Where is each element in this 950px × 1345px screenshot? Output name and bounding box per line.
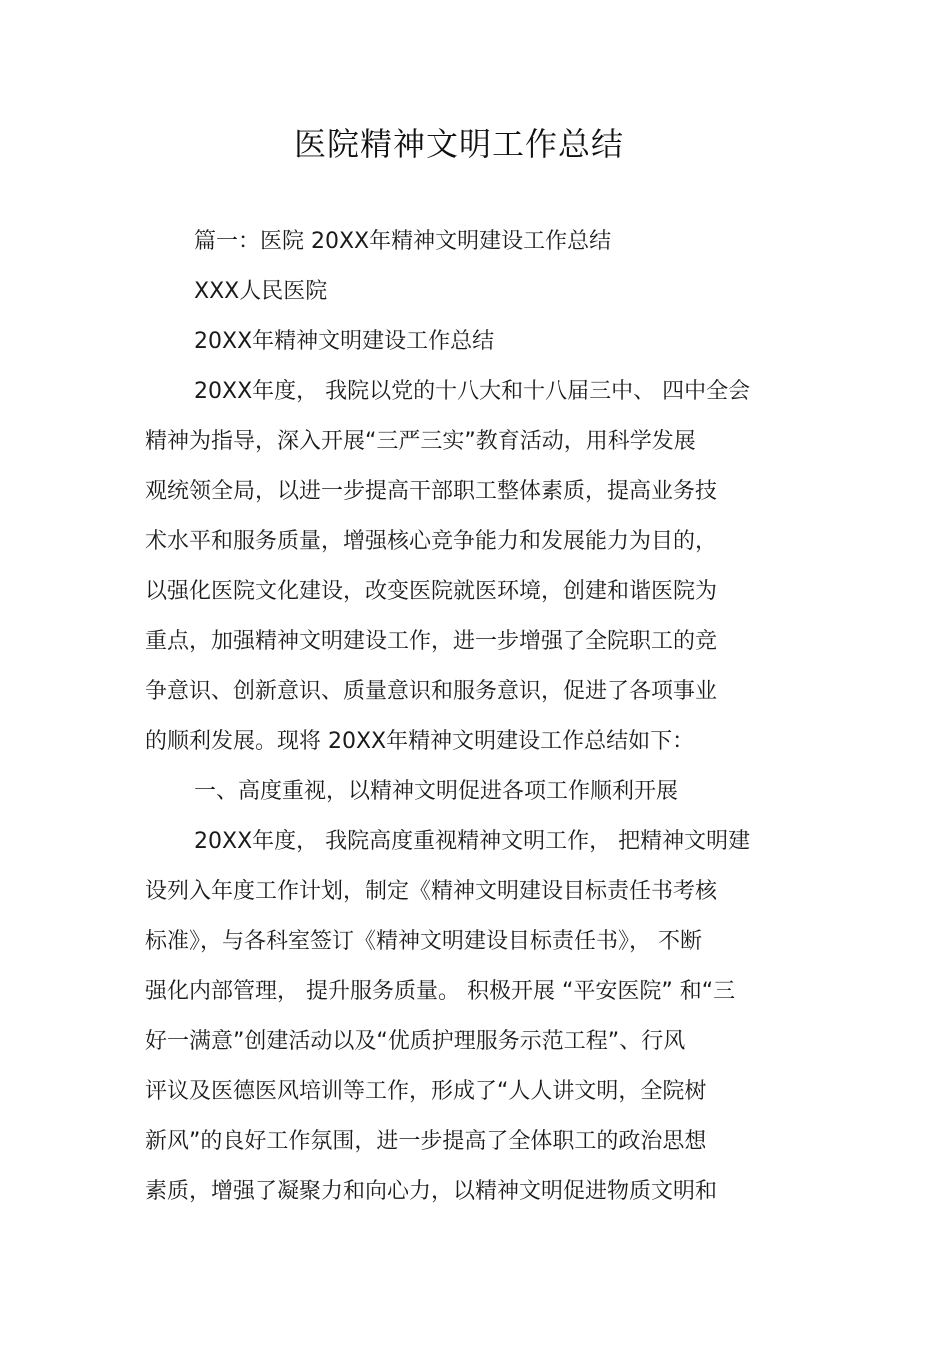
text-line: 评议及医德医风培训等工作，形成了“人人讲文明，全院树 bbox=[145, 1079, 707, 1104]
text-line: 好一满意”创建活动以及“优质护理服务示范工程”、行风 bbox=[145, 1029, 686, 1054]
text-line: 重点，加强精神文明建设工作，进一步增强了全院职工的竞 bbox=[145, 629, 718, 654]
text-line: 以强化医院文化建设，改变医院就医环境，创建和谐医院为 bbox=[145, 579, 718, 604]
text-line: 强化内部管理， 提升服务质量。 积极开展 “平安医院” 和“三 bbox=[145, 979, 736, 1004]
text-line-section-heading: 篇一：医院 20XX年精神文明建设工作总结 bbox=[194, 229, 612, 254]
text-line: 标准》，与各科室签订《精神文明建设目标责任书》， 不断 bbox=[145, 929, 702, 954]
document-title: 医院精神文明工作总结 bbox=[293, 125, 624, 163]
text-line: 20XX年度， 我院高度重视精神文明工作， 把精神文明建 bbox=[194, 829, 751, 854]
text-line-hospital-name: XXX人民医院 bbox=[194, 279, 328, 304]
text-line: 争意识、创新意识、质量意识和服务意识，促进了各项事业 bbox=[145, 679, 718, 704]
text-line: 术水平和服务质量，增强核心竞争能力和发展能力为目的， bbox=[145, 529, 718, 554]
text-line: 20XX年度， 我院以党的十八大和十八届三中、 四中全会 bbox=[194, 379, 751, 404]
text-line-subheading: 一、高度重视，以精神文明促进各项工作顺利开展 bbox=[194, 779, 679, 804]
text-line: 精神为指导，深入开展“三严三实”教育活动，用科学发展 bbox=[145, 429, 696, 454]
text-line: 素质，增强了凝聚力和向心力，以精神文明促进物质文明和 bbox=[145, 1179, 718, 1204]
text-line: 设列入年度工作计划，制定《精神文明建设目标责任书考核 bbox=[145, 879, 718, 904]
text-line-summary-title: 20XX年精神文明建设工作总结 bbox=[194, 329, 495, 354]
text-line: 观统领全局，以进一步提高干部职工整体素质，提高业务技 bbox=[145, 479, 718, 504]
text-line: 新风”的良好工作氛围，进一步提高了全体职工的政治思想 bbox=[145, 1129, 707, 1154]
text-line: 的顺利发展。现将 20XX年精神文明建设工作总结如下： bbox=[145, 729, 695, 754]
